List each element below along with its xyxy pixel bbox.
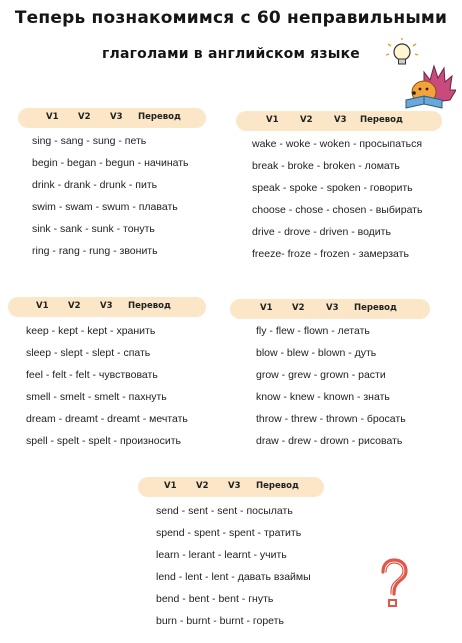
- header-v3: V3: [228, 481, 241, 491]
- verb-row: speak - spoke - spoken - говорить: [252, 182, 413, 194]
- hedgehog-with-lightbulb-icon: [380, 38, 456, 110]
- question-mark-icon: [375, 558, 411, 610]
- page-subtitle: глаголами в английском языке: [102, 46, 360, 62]
- header-translation: Перевод: [128, 301, 171, 311]
- verb-row: spell - spelt - spelt - произносить: [26, 435, 182, 447]
- header-v3: V3: [326, 303, 339, 313]
- verb-row: spend - spent - spent - тратить: [156, 527, 302, 539]
- header-v1: V1: [260, 303, 273, 313]
- verb-row: freeze- froze - frozen - замерзать: [252, 248, 409, 260]
- header-v1: V1: [36, 301, 49, 311]
- verb-row: drink - drank - drunk - пить: [32, 179, 158, 191]
- header-v3: V3: [110, 112, 123, 122]
- header-v2: V2: [68, 301, 81, 311]
- verb-row: dream - dreamt - dreamt - мечтать: [26, 413, 188, 425]
- verb-row: break - broke - broken - ломать: [252, 160, 400, 172]
- verb-row: swim - swam - swum - плавать: [32, 201, 178, 213]
- verb-row: drive - drove - driven - водить: [252, 226, 391, 238]
- verb-row: send - sent - sent - посылать: [156, 505, 293, 517]
- header-translation: Перевод: [256, 481, 299, 491]
- verb-table-header: [8, 297, 206, 317]
- verb-row: fly - flew - flown - летать: [256, 325, 370, 337]
- header-translation: Перевод: [354, 303, 397, 313]
- verb-row: wake - woke - woken - просыпаться: [252, 138, 423, 150]
- header-v3: V3: [334, 115, 347, 125]
- header-translation: Перевод: [138, 112, 181, 122]
- header-v2: V2: [196, 481, 209, 491]
- verb-table-header: [230, 299, 430, 319]
- verb-row: grow - grew - grown - расти: [256, 369, 386, 381]
- header-v3: V3: [100, 301, 113, 311]
- verb-table-header: [138, 477, 324, 497]
- header-v1: V1: [46, 112, 59, 122]
- verb-row: begin - began - begun - начинать: [32, 157, 189, 169]
- verb-row: feel - felt - felt - чувствовать: [26, 369, 158, 381]
- verb-row: sink - sank - sunk - тонуть: [32, 223, 155, 235]
- verb-row: draw - drew - drown - рисовать: [256, 435, 403, 447]
- verb-row: sleep - slept - slept - спать: [26, 347, 151, 359]
- verb-row: know - knew - known - знать: [256, 391, 390, 403]
- header-v1: V1: [164, 481, 177, 491]
- verb-row: ring - rang - rung - звонить: [32, 245, 158, 257]
- verb-row: smell - smelt - smelt - пахнуть: [26, 391, 167, 403]
- header-v2: V2: [292, 303, 305, 313]
- header-v1: V1: [266, 115, 279, 125]
- verb-row: keep - kept - kept - хранить: [26, 325, 156, 337]
- verb-row: burn - burnt - burnt - гореть: [156, 615, 284, 627]
- verb-row: bend - bent - bent - гнуть: [156, 593, 274, 605]
- page-title: Теперь познакомимся с 60 неправильными: [14, 8, 448, 28]
- verb-row: sing - sang - sung - петь: [32, 135, 147, 147]
- verb-row: blow - blew - blown - дуть: [256, 347, 377, 359]
- verb-row: learn - lerant - learnt - учить: [156, 549, 287, 561]
- header-translation: Перевод: [360, 115, 403, 125]
- header-v2: V2: [78, 112, 91, 122]
- verb-table-header: [236, 111, 442, 131]
- verb-row: choose - chose - chosen - выбирать: [252, 204, 423, 216]
- verb-table-header: [18, 108, 206, 128]
- header-v2: V2: [300, 115, 313, 125]
- verb-row: lend - lent - lent - давать взаймы: [156, 571, 311, 583]
- verb-row: throw - threw - thrown - бросать: [256, 413, 406, 425]
